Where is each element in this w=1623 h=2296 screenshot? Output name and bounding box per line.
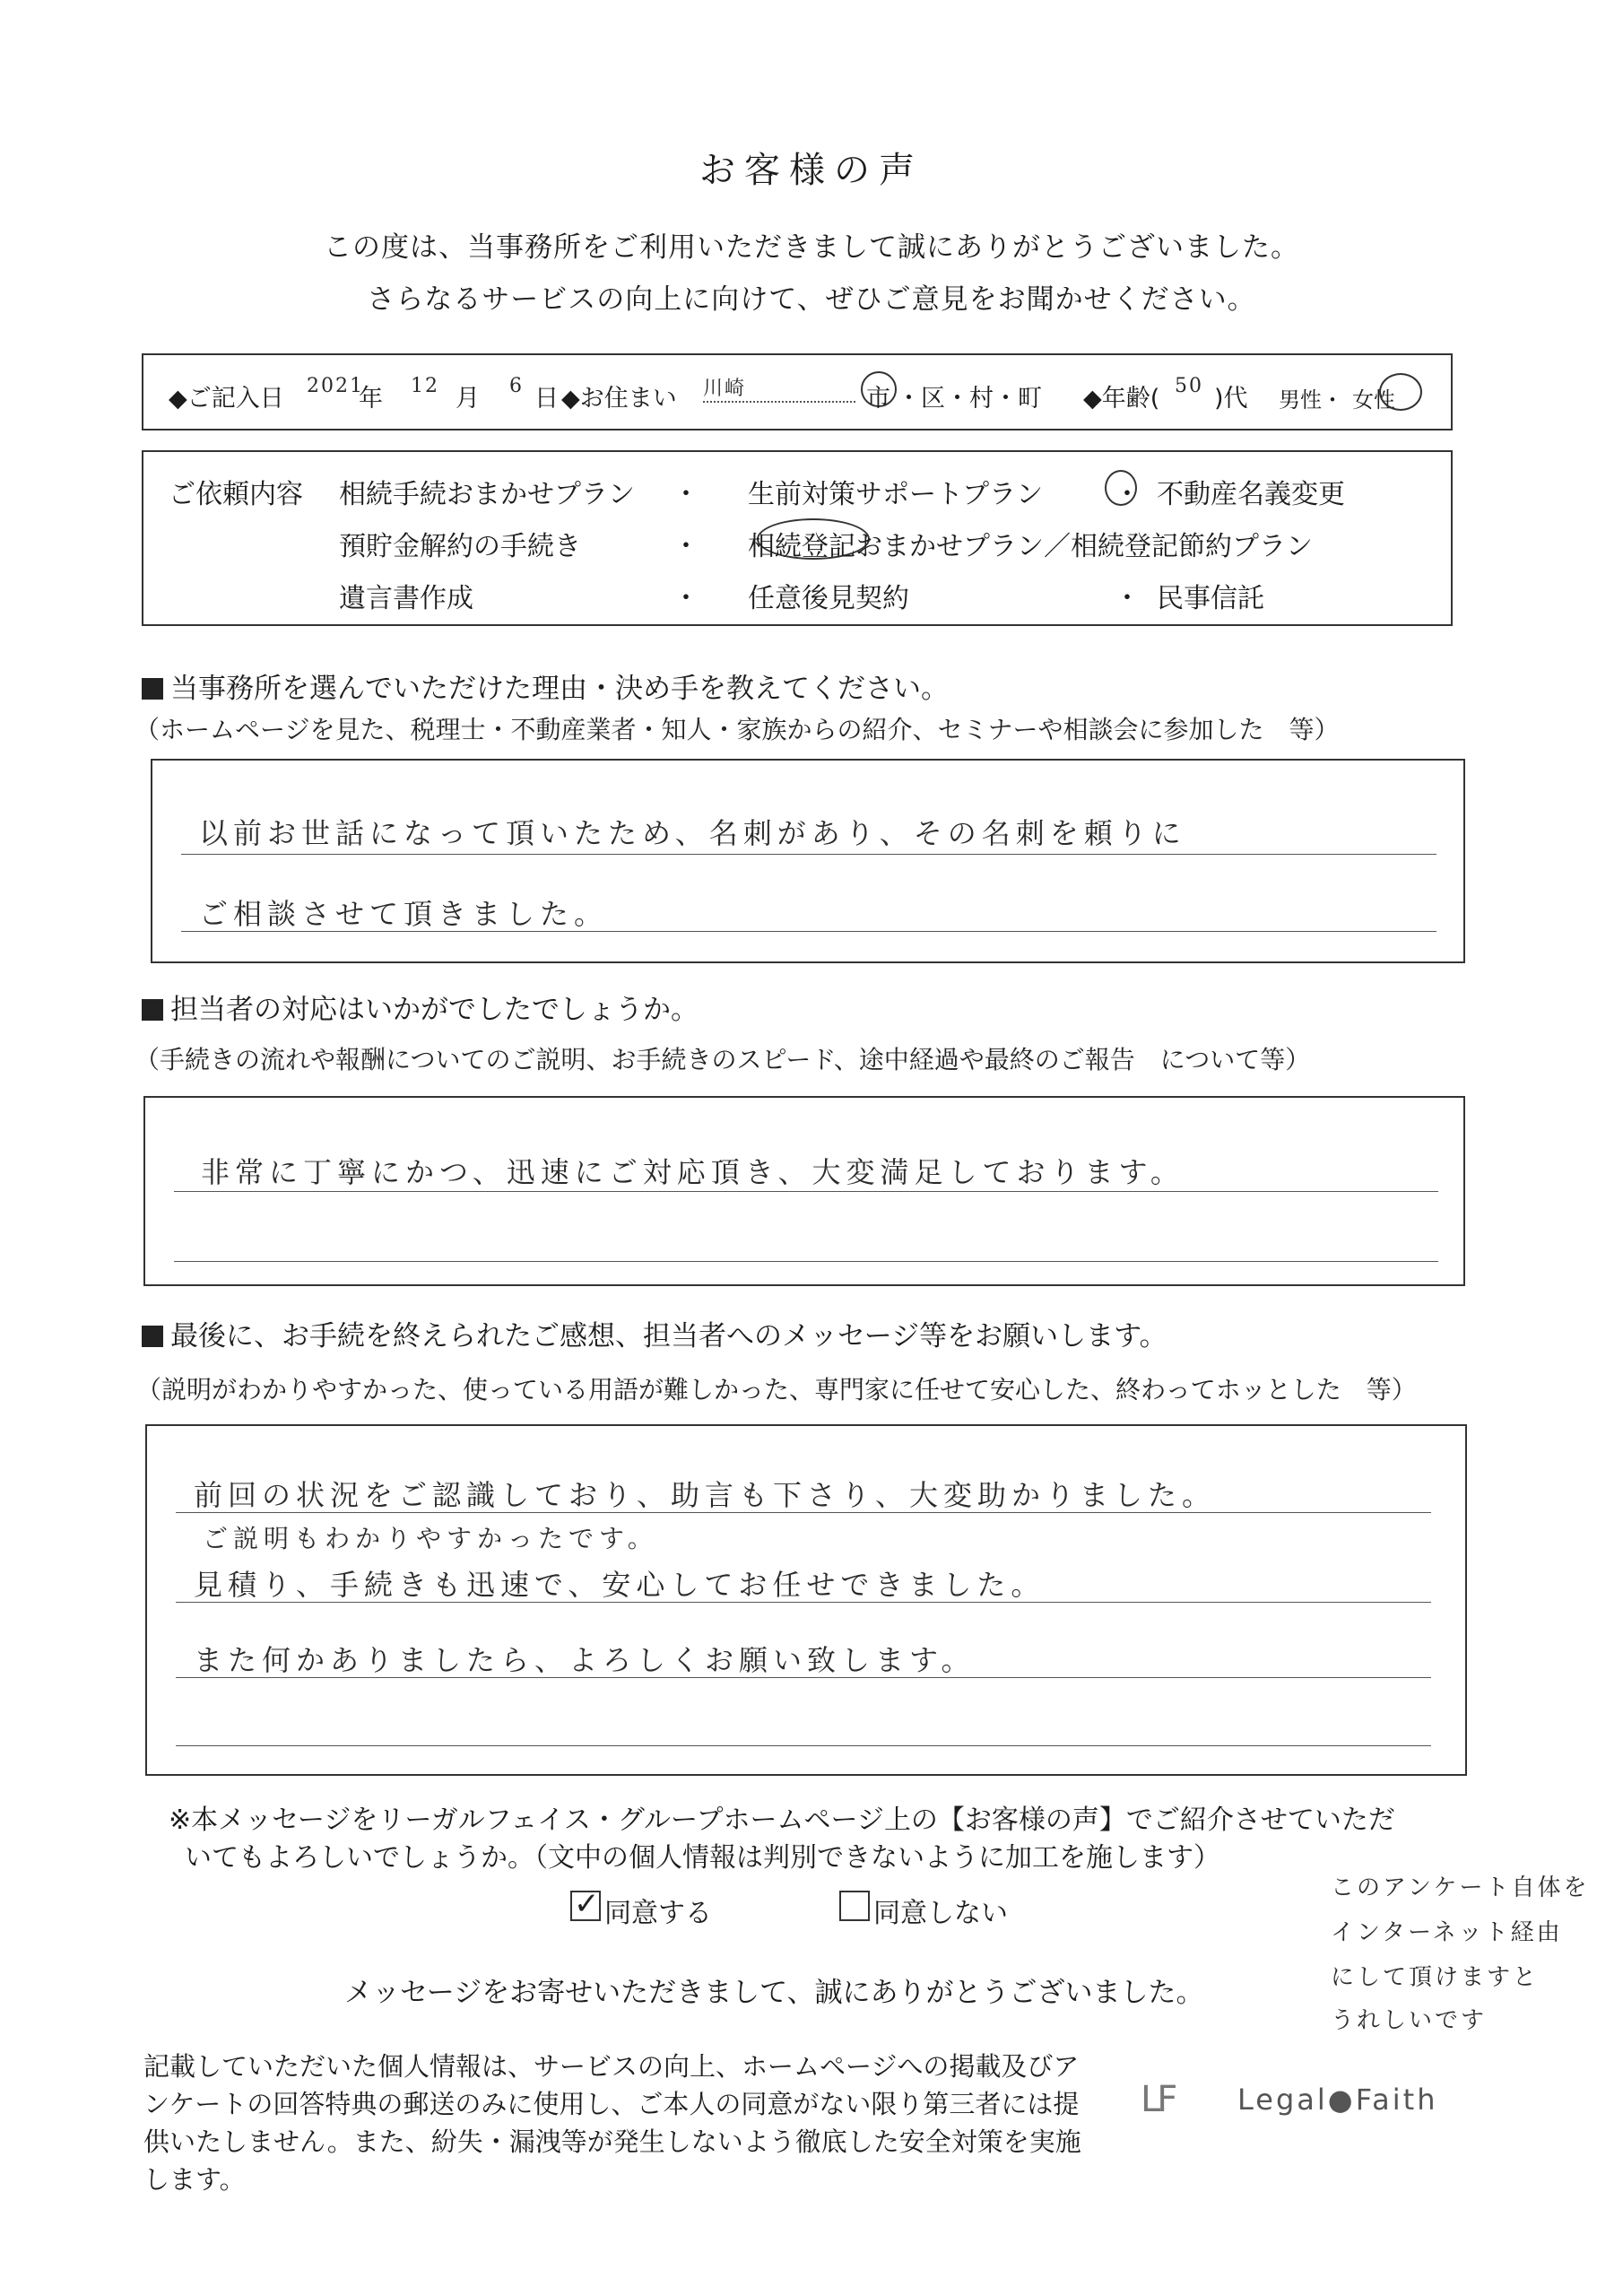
q3-heading-text: 最後に、お手続を終えられたご感想、担当者へのメッセージ等をお願いします。 — [170, 1320, 1167, 1352]
logo-mark: LF — [1141, 2079, 1175, 2120]
square-bullet-icon — [142, 999, 163, 1021]
date-year: 2021 — [307, 375, 364, 397]
q1-answer-box — [151, 759, 1465, 963]
consent-note-1: ※本メッセージをリーガルフェイス・グループホームページ上の【お客様の声】でご紹介させていただ — [169, 1805, 1395, 1836]
q3-answer-line-2: ご説明もわかりやすかったです。 — [203, 1524, 658, 1553]
q3-hint: （説明がわかりやすかった、使っている用語が難しかった、専門家に任せて安心した、終わってホッとした 等） — [136, 1375, 1417, 1405]
consent-note-2: いてもよろしいでしょうか。（文中の個人情報は判別できないように加工を施します） — [185, 1842, 1220, 1874]
q1-answer-line-1: 以前お世話になって頂いたため、名刺があり、その名刺を頼りに — [199, 816, 1186, 850]
plan-yochokin: 預貯金解約の手続き — [339, 531, 581, 562]
q1-heading-text: 当事務所を選んでいただけた理由・決め手を教えてください。 — [170, 673, 949, 705]
q2-rule-2 — [174, 1261, 1438, 1262]
q2-heading-text: 担当者の対応はいかがでしたでしょうか。 — [170, 994, 699, 1026]
request-label: ご依頼内容 — [169, 479, 303, 510]
agree-label: 同意する — [604, 1898, 712, 1929]
q1-rule-2 — [181, 931, 1436, 932]
q3-rule-4 — [176, 1745, 1431, 1746]
side-note-line-2: インターネット経由 — [1331, 1919, 1563, 1946]
q2-rule-1 — [174, 1191, 1438, 1192]
disagree-checkbox[interactable] — [839, 1891, 870, 1921]
q1-rule-1 — [181, 854, 1436, 855]
plan-nini: 任意後見契約 — [748, 583, 909, 614]
q1-heading — [142, 665, 949, 706]
age-value: 50 — [1175, 375, 1203, 397]
q2-heading — [142, 987, 699, 1027]
plan-souzoku: 相続手続おまかせプラン — [339, 479, 635, 510]
q2-answer-box — [143, 1096, 1465, 1286]
address-label: ◆お住まい — [561, 385, 677, 413]
gender-male: 男性・ — [1279, 387, 1343, 413]
thanks-message: メッセージをお寄せいただきまして、誠にありがとうございました。 — [344, 1977, 1204, 2009]
year-unit: 年 — [359, 385, 383, 413]
age-unit: )代 — [1214, 385, 1248, 413]
q3-answer-line-3: 見積り、手続きも迅速で、安心してお任せできました。 — [194, 1568, 1046, 1602]
address-value: 川崎 — [703, 373, 855, 403]
disagree-label: 同意しない — [873, 1898, 1008, 1929]
address-options: ・区・村・町 — [897, 385, 1042, 413]
square-bullet-icon — [142, 1326, 163, 1347]
plan-seizen: 生前対策サポートプラン — [748, 479, 1044, 510]
month-unit: 月 — [456, 385, 480, 413]
date-day: 6 — [509, 375, 524, 397]
intro-line-2: さらなるサービスの向上に向けて、ぜひご意見をお聞かせください。 — [367, 283, 1256, 316]
q3-heading — [142, 1313, 1167, 1353]
logo-text: Legal●Faith — [1237, 2083, 1438, 2117]
q3-answer-line-1: 前回の状況をご認識しており、助言も下さり、大変助かりました。 — [194, 1478, 1217, 1512]
date-month: 12 — [411, 375, 439, 397]
dot-1: ・ — [673, 479, 699, 510]
intro-line-1: この度は、当事務所をご利用いただきまして誠にありがとうございました。 — [324, 231, 1299, 264]
q2-answer-line-1: 非常に丁寧にかつ、迅速にご対応頂き、大変満足しております。 — [201, 1155, 1185, 1189]
dot-4: ・ — [673, 583, 699, 614]
check-icon: ✓ — [574, 1886, 600, 1922]
date-label: ◆ご記入日 — [169, 385, 284, 413]
gender-female: 女性 — [1352, 387, 1395, 413]
q1-answer-line-2: ご相談させて頂きました。 — [199, 897, 609, 931]
side-note-line-4: うれしいです — [1331, 2007, 1488, 2034]
side-note-line-1: このアンケート自体を — [1331, 1874, 1590, 1901]
q3-answer-box — [145, 1424, 1467, 1776]
q1-hint: （ホームページを見た、税理士・不動産業者・知人・家族からの紹介、セミナーや相談会に参加した 等） — [135, 715, 1340, 744]
dot-2: ・ — [1114, 479, 1141, 510]
q2-hint: （手続きの流れや報酬についてのご説明、お手続きのスピード、途中経過や最終のご報告 について等） — [135, 1045, 1311, 1074]
plan-yuigon: 遺言書作成 — [339, 583, 473, 614]
age-label: ◆年齢( — [1083, 385, 1160, 413]
page-title: お客様の声 — [699, 150, 924, 191]
q3-rule-2 — [176, 1602, 1431, 1603]
day-unit: 日 — [534, 385, 559, 413]
privacy-notice: 記載していただいた個人情報は、サービスの向上、ホームページへの掲載及びアンケートの回答特典の郵送のみに使用し、ご本人の同意がない限り第三者には提供いたしません。また、紛失・漏洩等が発生しないよう徹底した安全対策を実施します。 — [143, 2051, 1081, 2195]
dot-3: ・ — [673, 531, 699, 562]
square-bullet-icon — [142, 678, 163, 700]
q3-answer-line-4: また何かありましたら、よろしくお願い致します。 — [194, 1643, 976, 1677]
q3-rule-1 — [176, 1512, 1431, 1513]
dot-5: ・ — [1114, 583, 1141, 614]
plan-minji: 民事信託 — [1157, 583, 1264, 614]
q3-rule-3 — [176, 1677, 1431, 1678]
info-box — [142, 353, 1453, 430]
plan-fudosan: 不動産名義変更 — [1157, 479, 1345, 510]
city-option: 市 — [866, 385, 890, 413]
side-note-line-3: にして頂けますと — [1331, 1964, 1540, 1991]
request-box — [142, 450, 1453, 626]
female-circle — [1379, 373, 1422, 411]
plan-touki: 相続登記おまかせプラン／相続登記節約プラン — [748, 531, 1313, 562]
